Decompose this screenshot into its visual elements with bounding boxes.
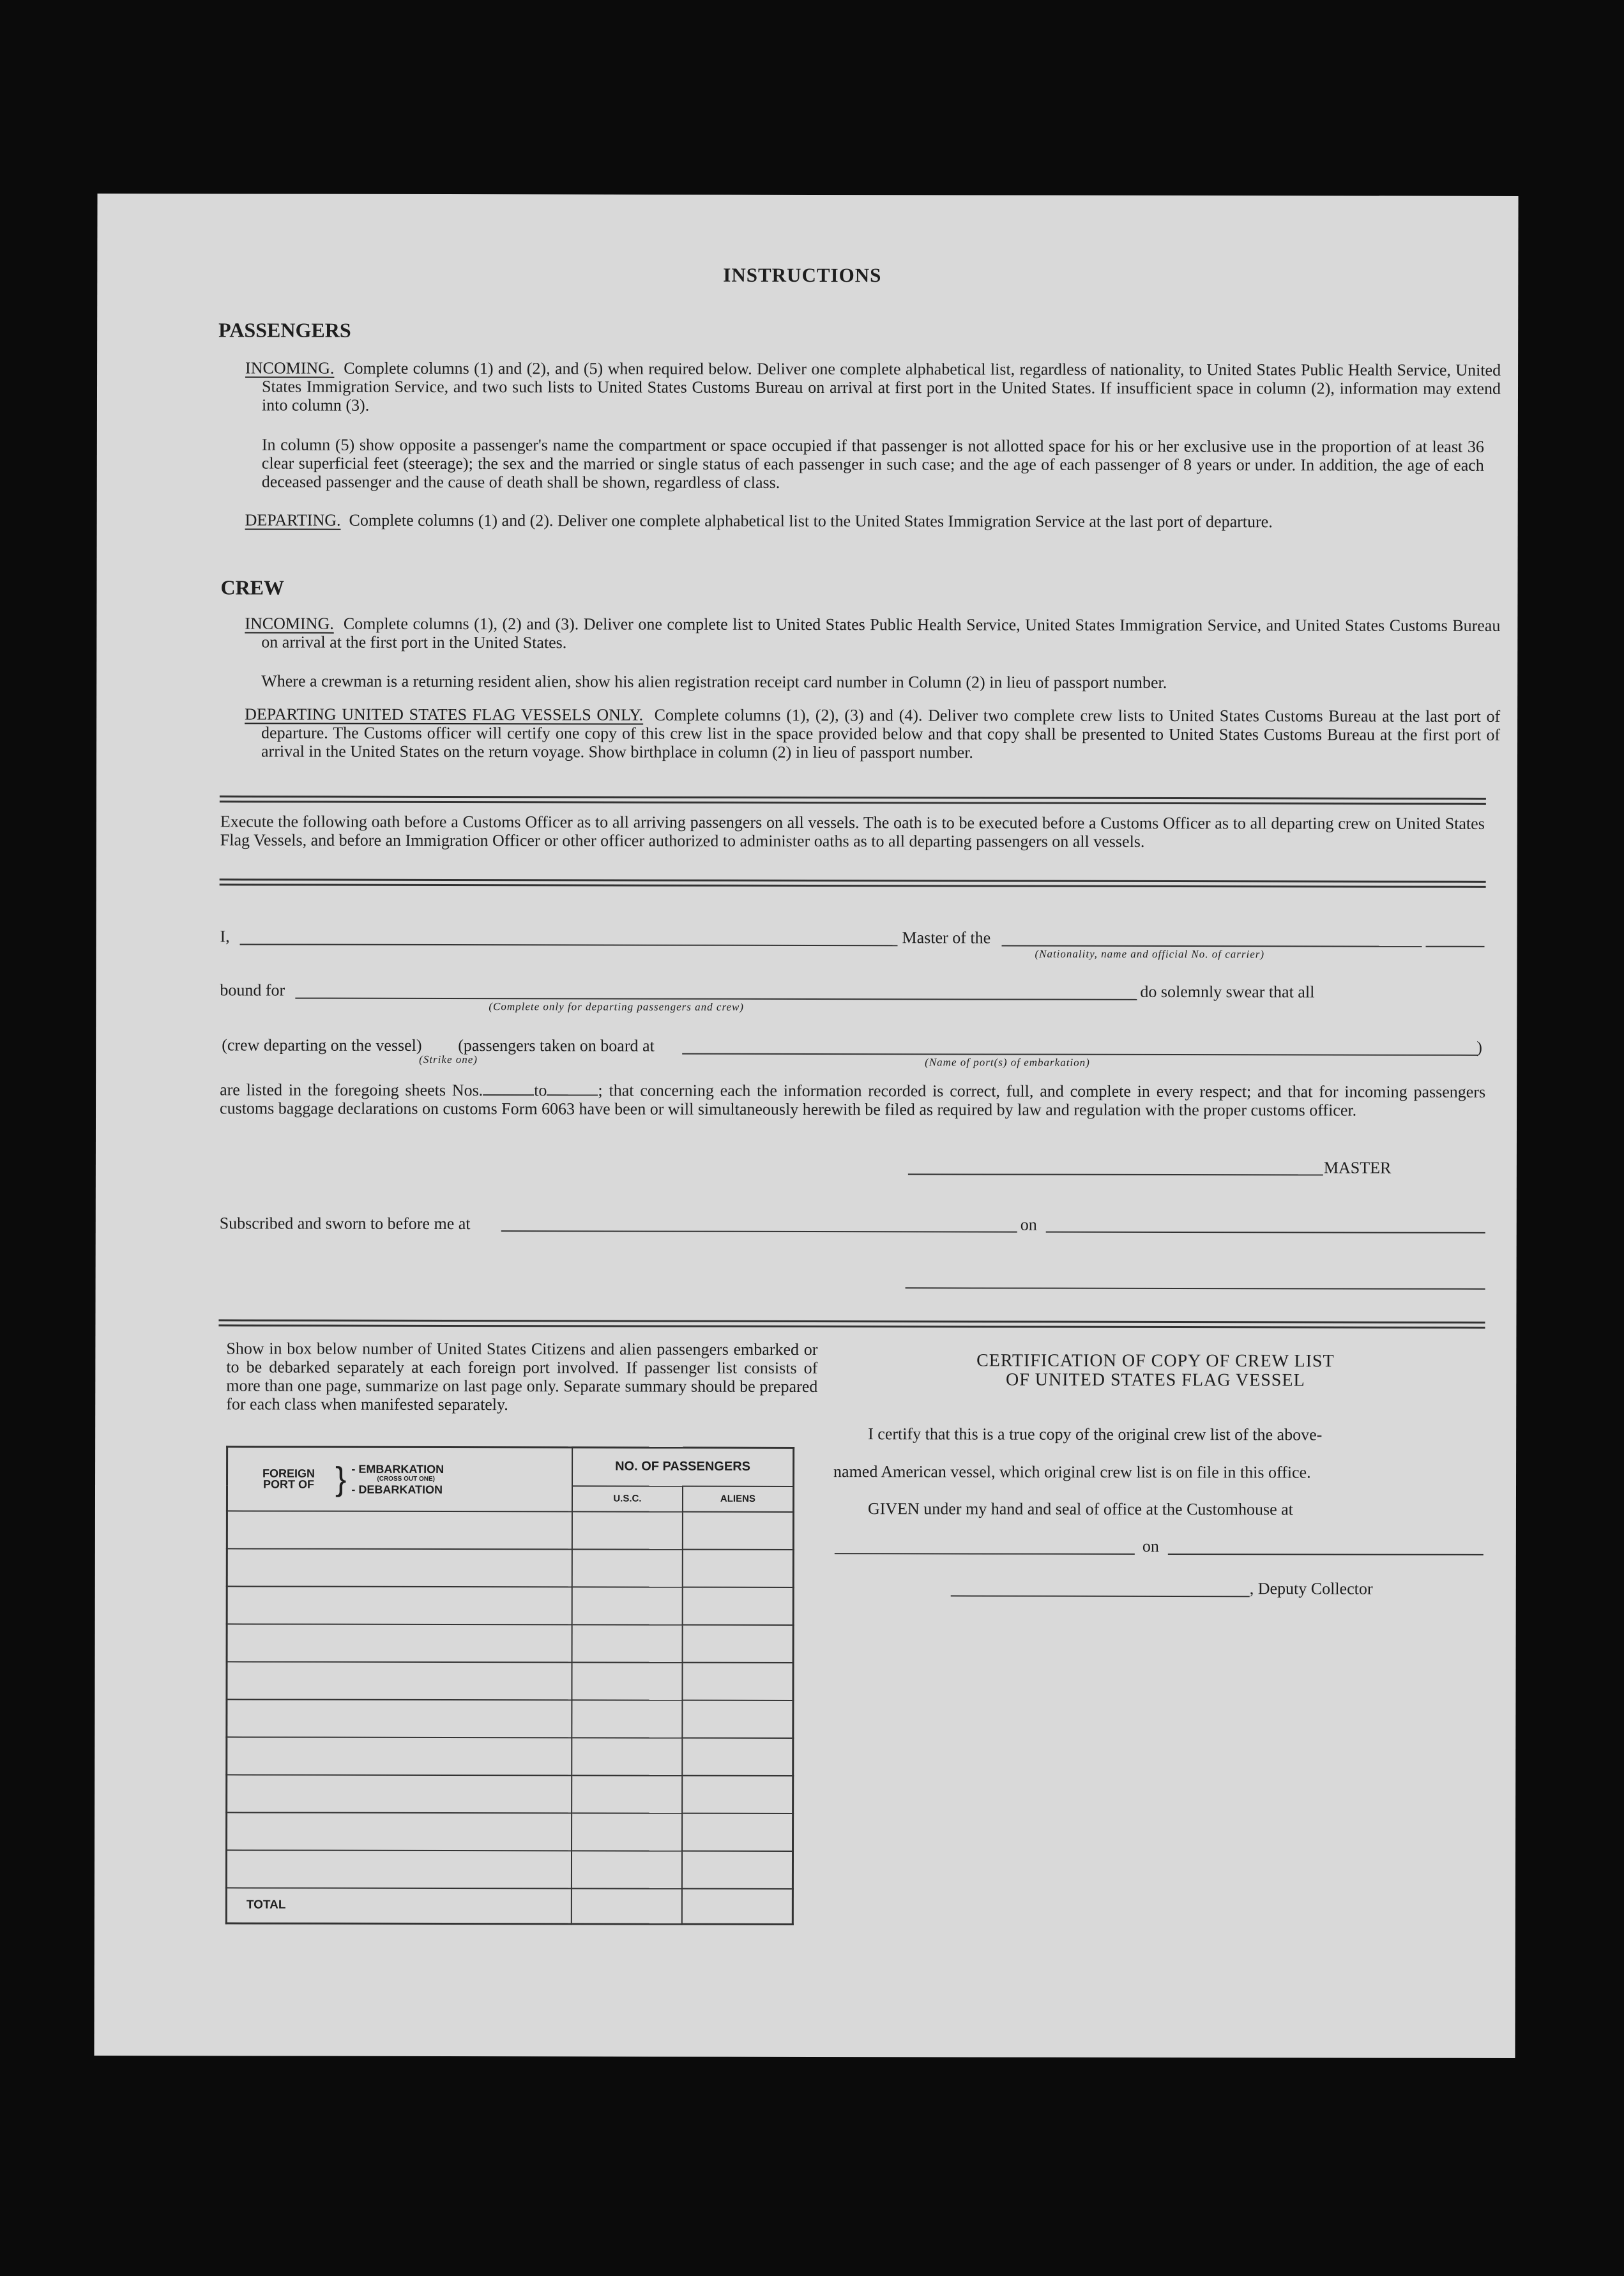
- cross-out-one-label: (CROSS OUT ONE): [377, 1475, 435, 1483]
- listed-pre-text: are listed in the foregoing sheets Nos.: [220, 1080, 483, 1100]
- port-cell[interactable]: [227, 1699, 572, 1738]
- sheet-from-field[interactable]: [483, 1094, 534, 1096]
- officer-signature-field[interactable]: [906, 1287, 1485, 1290]
- port-cell[interactable]: [227, 1548, 572, 1587]
- certify-line1: I certify that this is a true copy of the original crew list of the above-: [868, 1424, 1323, 1444]
- table-header-usc: U.S.C.: [572, 1486, 683, 1511]
- table-header-aliens: ALIENS: [683, 1486, 794, 1511]
- page-title: INSTRUCTIONS: [723, 263, 882, 287]
- embarkation-port-field[interactable]: [682, 1053, 1478, 1056]
- certification-on-label: on: [1142, 1536, 1159, 1555]
- usc-cell[interactable]: [572, 1511, 683, 1549]
- total-label: TOTAL: [226, 1888, 572, 1924]
- crew-departing-text: Complete columns (1), (2), (3) and (4). Deliver two complete crew lists to United States Customs Bureau at the last port of departure. The Customs officer will certify one copy of this crew list in the space provided below and that copy shall be presented to United States Customs Bureau at the first port of arrival in the United States on the return voyage. Show birthplace in column (2) in lieu of passport number.: [261, 705, 1501, 762]
- divider: [220, 795, 1486, 804]
- passengers-incoming-text: Complete columns (1) and (2), and (5) when required below. Deliver one complete alphabetical list, regardless of nationality, to United States Public Health Service, United States Immigration Service, and two such lists to United States Customs Bureau on arrival at first port in the United States. If insufficient space in column (2), information may extend into column (3).: [261, 358, 1501, 415]
- master-label: MASTER: [1323, 1158, 1392, 1177]
- total-usc-cell[interactable]: [572, 1888, 682, 1924]
- customhouse-field[interactable]: [835, 1553, 1135, 1555]
- table-row: [227, 1511, 793, 1550]
- crew-heading: CREW: [220, 576, 285, 599]
- usc-cell[interactable]: [572, 1549, 683, 1587]
- table-row: [227, 1586, 793, 1625]
- port-cell[interactable]: [227, 1511, 572, 1549]
- passengers-departing-paragraph: [245, 510, 1501, 531]
- table-row: [227, 1775, 793, 1814]
- aliens-cell[interactable]: [682, 1624, 793, 1662]
- passengers-heading: PASSENGERS: [218, 318, 351, 342]
- port-cell[interactable]: [227, 1624, 572, 1662]
- usc-cell[interactable]: [572, 1662, 682, 1700]
- aliens-cell[interactable]: [683, 1511, 794, 1549]
- sheet-to-field[interactable]: [547, 1094, 598, 1096]
- table-row: [227, 1624, 793, 1663]
- table-header-port: [227, 1447, 572, 1511]
- usc-cell[interactable]: [572, 1775, 682, 1813]
- bound-caption: (Complete only for departing passengers and crew): [489, 1000, 745, 1013]
- usc-cell[interactable]: [572, 1813, 682, 1851]
- carrier-field-extension[interactable]: [1425, 946, 1484, 947]
- table-row: [226, 1850, 793, 1889]
- port-cell[interactable]: [227, 1775, 572, 1813]
- certification-title-line2: OF UNITED STATES FLAG VESSEL: [1005, 1370, 1305, 1391]
- summary-instructions: Show in box below number of United States Citizens and alien passengers embarked or to be debarked separately at each foreign port involved. If passenger list consists of more than one page, summarize on last page only. Separate summary should be prepared for each class when manifested separately.: [226, 1339, 818, 1414]
- certification-title: [868, 1351, 1443, 1391]
- certify-line2: named American vessel, which original crew list is on file in this office.: [833, 1462, 1311, 1482]
- port-cell[interactable]: [227, 1661, 572, 1700]
- passengers-departing-text: Complete columns (1) and (2). Deliver one complete alphabetical list to the United States Immigration Service at the last port of departure.: [349, 510, 1273, 531]
- usc-cell[interactable]: [572, 1738, 682, 1775]
- oath-i-label: I,: [220, 927, 230, 946]
- table-row: [227, 1661, 793, 1700]
- passengers-incoming-lead: INCOMING.: [245, 358, 335, 378]
- sworn-date-field[interactable]: [1046, 1232, 1485, 1233]
- certification-date-field[interactable]: [1168, 1554, 1484, 1555]
- table-header-passengers: NO. OF PASSENGERS: [572, 1447, 794, 1486]
- crew-resident-paragraph: Where a crewman is a returning resident alien, show his alien registration receipt card number in Column (2) in lieu of passport number.: [261, 671, 1167, 692]
- usc-cell[interactable]: [572, 1587, 683, 1624]
- debarkation-option[interactable]: - DEBARKATION: [351, 1483, 443, 1496]
- aliens-cell[interactable]: [682, 1662, 793, 1700]
- listed-post-text: ; that concerning each the information recorded is correct, full, and complete in every respect; and that for incoming passengers customs baggage declarations on customs Form 6063 have been or will simultaneously herewith be filed as required by law and regulation with the proper customs officer.: [220, 1081, 1486, 1120]
- divider: [220, 878, 1486, 887]
- crew-departing-paragraph: [245, 705, 1500, 762]
- crew-incoming-paragraph: [245, 614, 1500, 653]
- brace-icon: }: [335, 1460, 347, 1498]
- passengers-taken-option[interactable]: (passengers taken on board at: [458, 1036, 655, 1055]
- port-cell[interactable]: [227, 1812, 572, 1851]
- bound-for-field[interactable]: [295, 998, 1137, 1000]
- usc-cell[interactable]: [572, 1624, 683, 1662]
- aliens-cell[interactable]: [682, 1738, 793, 1775]
- aliens-cell[interactable]: [683, 1549, 794, 1587]
- certification-title-line1: CERTIFICATION OF COPY OF CREW LIST: [976, 1350, 1335, 1371]
- table-row: [227, 1548, 793, 1587]
- divider: [218, 1319, 1485, 1328]
- foreign-port-label: FOREIGN PORT OF: [262, 1467, 315, 1491]
- bound-for-label: bound for: [220, 981, 285, 1000]
- table-row: [227, 1812, 793, 1851]
- crew-incoming-text: Complete columns (1), (2) and (3). Deliver one complete list to United States Public Health Service, United States Immigration Service, and United States Customs Bureau on arrival at the first port in the United States.: [261, 614, 1501, 652]
- passengers-column5-paragraph: In column (5) show opposite a passenger's name the compartment or space occupied if that passenger is not allotted space for his or her exclusive use in the proportion of at least 36 clear superficial feet (steerage); the sex and the married or single status of each passenger in such case; and the age of each passenger of 8 years or under. In addition, the age of each deceased passenger and the cause of death shall be shown, regardless of class.: [261, 435, 1484, 492]
- crew-departing-lead: DEPARTING UNITED STATES FLAG VESSELS ONLY.: [245, 705, 644, 724]
- oath-instructions: Execute the following oath before a Customs Officer as to all arriving passengers on all vessels. The oath is to be executed before a Customs Officer as to all departing crew on United States Flag Vessels, and before an Immigration Officer or other officer authorized to administer oaths as to all departing passengers on all vessels.: [220, 812, 1485, 851]
- master-name-field[interactable]: [239, 943, 897, 946]
- subscribed-label: Subscribed and sworn to before me at: [219, 1214, 471, 1233]
- strike-one-caption: (Strike one): [419, 1053, 478, 1066]
- sworn-on-label: on: [1020, 1215, 1037, 1234]
- aliens-cell[interactable]: [682, 1775, 793, 1813]
- passengers-departing-lead: DEPARTING.: [245, 510, 341, 530]
- given-line: GIVEN under my hand and seal of office at the Customhouse at: [867, 1499, 1293, 1519]
- swear-label: do solemnly swear that all: [1140, 982, 1315, 1002]
- master-of-label: Master of the: [902, 928, 991, 947]
- table-row: [227, 1737, 793, 1776]
- document-page: [94, 194, 1518, 2058]
- sworn-place-field[interactable]: [501, 1230, 1017, 1232]
- nationality-caption: (Nationality, name and official No. of carrier): [1035, 947, 1265, 961]
- summary-rows: [226, 1511, 793, 1889]
- usc-cell[interactable]: [572, 1700, 682, 1738]
- total-aliens-cell[interactable]: [682, 1888, 793, 1924]
- master-signature-field[interactable]: [908, 1173, 1323, 1175]
- port-cell[interactable]: [226, 1850, 572, 1888]
- crew-departing-option[interactable]: (crew departing on the vessel): [222, 1035, 422, 1055]
- carrier-field[interactable]: [1001, 945, 1422, 947]
- usc-cell[interactable]: [572, 1851, 682, 1888]
- aliens-cell[interactable]: [683, 1587, 794, 1624]
- listed-sheets-paragraph: [220, 1080, 1485, 1119]
- port-caption: (Name of port(s) of embarkation): [925, 1056, 1090, 1069]
- passengers-incoming-paragraph: [245, 358, 1501, 416]
- table-row: [227, 1699, 793, 1738]
- aliens-cell[interactable]: [682, 1813, 793, 1851]
- passenger-summary-table: [225, 1446, 794, 1925]
- port-cell[interactable]: [227, 1586, 572, 1624]
- aliens-cell[interactable]: [682, 1851, 793, 1888]
- deputy-signature-field[interactable]: [951, 1595, 1250, 1597]
- aliens-cell[interactable]: [682, 1700, 793, 1738]
- crew-incoming-lead: INCOMING.: [245, 614, 334, 633]
- listed-to-text: to: [534, 1081, 547, 1100]
- port-cell[interactable]: [227, 1737, 572, 1775]
- deputy-collector-label: , Deputy Collector: [1249, 1579, 1373, 1598]
- close-paren: ): [1476, 1037, 1482, 1057]
- embarkation-option[interactable]: - EMBARKATION: [351, 1462, 444, 1476]
